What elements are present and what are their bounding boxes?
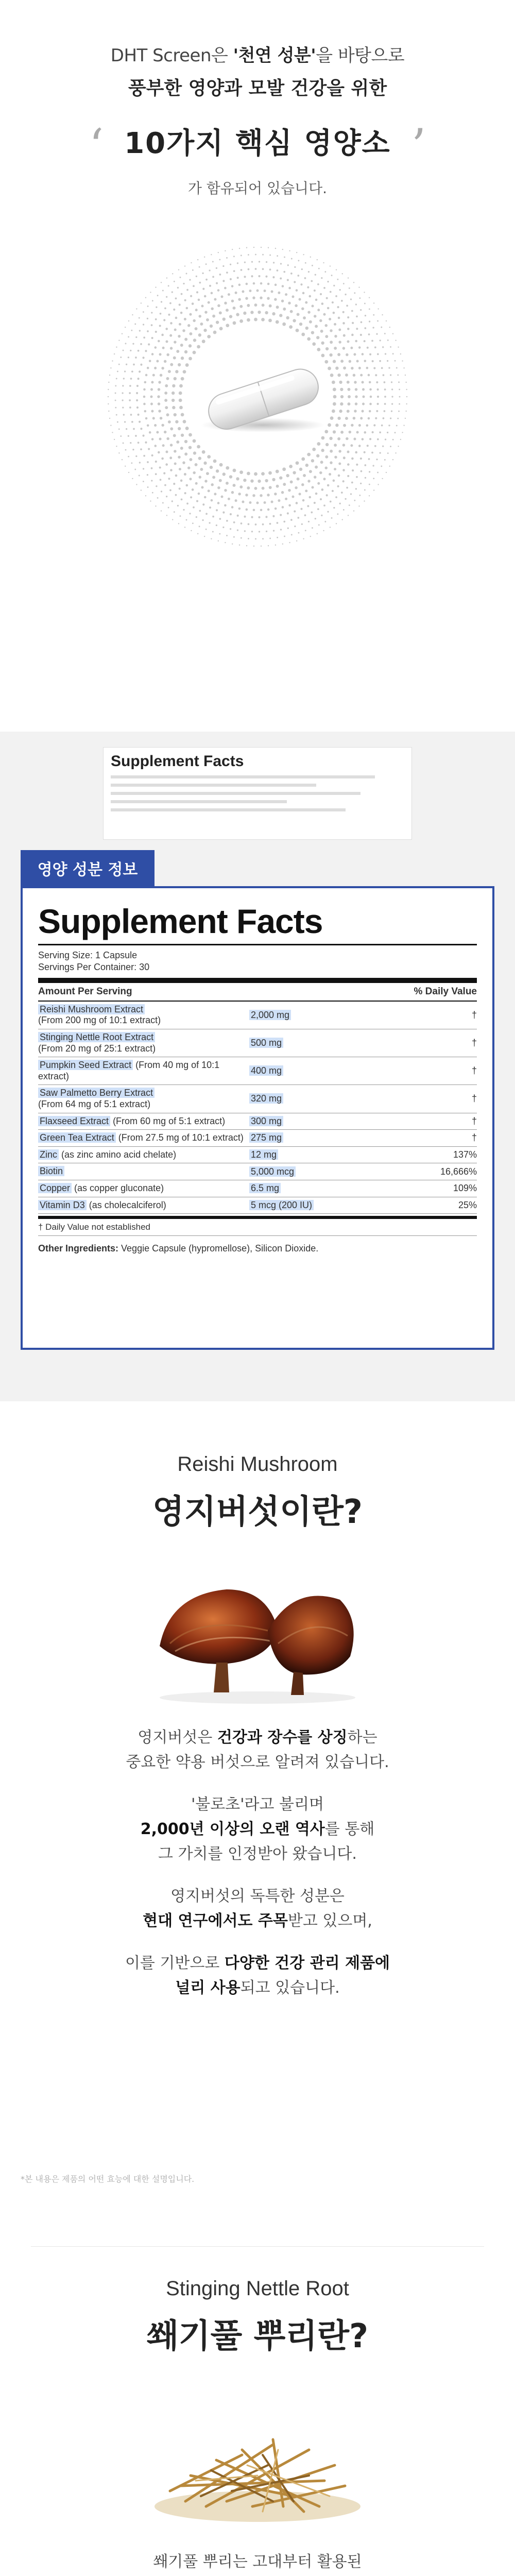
highlight-text: 널리 사용 [175,1979,241,1997]
ingredient-korean-title: 쐐기풀 뿌리란? [146,2317,369,2355]
intro-line-1-bold: '천연 성분' [233,45,316,66]
facts-row-name [38,1060,249,1082]
amount-value: 400 mg [249,1065,283,1076]
footnote: *본 내용은 제품의 어떤 효능에 대한 설명입니다. [21,2174,195,2184]
close-quote: ’ [411,119,426,173]
reishi-mushroom-illustration [139,1553,376,1708]
ingredient-korean-title: 영지버섯이란? [152,1493,363,1531]
amount-value: 2,000 mg [249,1010,291,1020]
ingredient-source: (From 27.5 mg of 10:1 extract) [115,1132,244,1143]
facts-row-dv: † [471,1132,477,1143]
ingredient-name: Stinging Nettle Root Extract [38,1032,155,1042]
body-text: 받고 있으며, [287,1912,372,1930]
facts-row [38,1113,477,1130]
facts-row-dv: † [471,1115,477,1126]
amount-value: 500 mg [249,1038,283,1048]
body-text: 쐐기풀 뿌리는 고대부터 활용된 [153,2553,362,2571]
ingredient-english-name: Stinging Nettle Root [166,2277,349,2300]
amount-header: Amount Per Serving [38,986,132,997]
thick-rule [38,978,477,983]
ingredient-name: Reishi Mushroom Extract [38,1004,145,1014]
ingredient-english-name: Reishi Mushroom [177,1453,338,1476]
facts-rows [38,1002,477,1214]
facts-row-dv: 109% [453,1183,477,1194]
ingredient-paragraph [0,1792,515,1867]
amount-value: 5,000 mcg [249,1166,296,1177]
facts-row-dv: 16,666% [440,1166,477,1177]
facts-row-name [38,1183,249,1194]
ingredient-source: (From 64 mg of 5:1 extract) [38,1098,151,1109]
ingredient-name: Pumpkin Seed Extract [38,1060,133,1070]
capsule-icon [185,361,340,438]
facts-title: Supplement Facts [38,902,477,945]
nettle-root-illustration [139,2378,376,2532]
facts-header [38,983,477,1002]
amount-value: 6.5 mg [249,1183,281,1193]
highlight-text: 건강과 장수를 상징 [217,1728,348,1747]
intro-line-1-pre: DHT Screen은 [110,45,233,66]
body-text: 하는 [347,1728,377,1747]
facts-row [38,1057,477,1085]
facts-row-amount [249,1166,352,1177]
facts-row-amount [249,1183,352,1194]
facts-row [38,1180,477,1197]
facts-row-dv: 25% [458,1199,477,1210]
body-text: 이를 기반으로 [125,1954,225,1972]
facts-row [38,1029,477,1057]
intro-title-row [0,119,515,173]
facts-row [38,1163,477,1180]
amount-value: 5 mcg (200 IU) [249,1200,314,1210]
facts-row [38,1085,477,1113]
ingredient-name: Green Tea Extract [38,1132,116,1143]
highlight-text: 현대 연구에서도 주목 [143,1912,288,1930]
facts-row-amount [249,1149,352,1160]
servings-per-container: Servings Per Container: 30 [38,962,150,973]
ingredient-source: (From 20 mg of 25:1 extract) [38,1043,156,1054]
intro-title: 10가지 핵심 영양소 [124,127,391,160]
ingredient-paragraph [0,1725,515,1775]
facts-row-amount [249,1010,352,1021]
background-label-title: Supplement Facts [111,753,244,770]
serving-info [38,950,477,974]
body-text: 그 가치를 인정받아 왔습니다. [158,1845,357,1863]
facts-row-amount [249,1038,352,1048]
facts-row-name [38,1004,249,1026]
intro-section [0,0,515,732]
body-text: 영지버섯은 [138,1728,217,1747]
supplement-facts-section [0,732,515,1401]
facts-row-dv: † [471,1038,477,1048]
facts-row-name [38,1149,249,1161]
facts-row-name [38,1132,249,1144]
facts-row [38,1002,477,1029]
ingredient-source: (From 40 mg of 10:1 extract) [38,1060,220,1081]
ingredient-section [0,1453,515,2215]
intro-line-1-post: 을 바탕으로 [316,45,405,66]
ingredient-paragraph [0,1951,515,2001]
ingredient-name: Flaxseed Extract [38,1116,110,1126]
ingredient-section [0,2277,515,2576]
intro-line-3: 가 함유되어 있습니다. [187,180,328,197]
facts-row-amount [249,1132,352,1143]
ingredient-source: (From 60 mg of 5:1 extract) [110,1115,226,1126]
other-ingredients [38,1242,477,1255]
intro-line-1 [0,41,515,66]
body-text: 중요한 약용 버섯으로 알려져 있습니다. [126,1753,389,1771]
ingredient-source: (as zinc amino acid chelate) [59,1149,177,1160]
facts-row-amount [249,1093,352,1104]
facts-row-dv: 137% [453,1149,477,1160]
highlight-text: 2,000년 이상의 오랜 역사 [140,1820,325,1838]
facts-row [38,1130,477,1147]
facts-row-dv: † [471,1093,477,1104]
background-label-image [103,747,412,840]
ingredient-source: (as copper gluconate) [72,1182,164,1193]
facts-row-amount [249,1065,352,1076]
dv-header: % Daily Value [414,986,477,997]
facts-row [38,1197,477,1214]
open-quote: ‘ [89,119,104,173]
section-divider [31,2246,484,2247]
intro-line-2: 풍부한 영양과 모발 건강을 위한 [128,78,387,99]
amount-value: 300 mg [249,1116,283,1126]
amount-value: 275 mg [249,1132,283,1143]
facts-row [38,1147,477,1164]
ingredient-paragraph [0,2550,515,2576]
other-ingredients-label: Other Ingredients: [38,1243,119,1254]
ingredient-name: Saw Palmetto Berry Extract [38,1088,154,1098]
facts-row-dv: † [471,1009,477,1020]
amount-value: 12 mg [249,1149,278,1160]
facts-row-name [38,1088,249,1110]
ingredient-name: Vitamin D3 [38,1200,87,1210]
facts-row-name [38,1032,249,1054]
ingredient-source: (From 200 mg of 10:1 extract) [38,1015,161,1026]
facts-row-name [38,1166,249,1177]
serving-size: Serving Size: 1 Capsule [38,950,138,960]
supplement-facts-box [21,886,494,1350]
body-text: 영지버섯의 독특한 성분은 [170,1887,345,1905]
body-text: 를 통해 [324,1820,375,1838]
ingredient-name: Biotin [38,1166,64,1176]
ingredient-paragraph [0,1884,515,1934]
facts-row-name [38,1116,249,1127]
highlight-text: 다양한 건강 관리 제품에 [224,1954,390,1972]
other-ingredients-text: Veggie Capsule (hypromellose), Silicon Dioxide. [121,1243,319,1254]
ingredient-name: Zinc [38,1149,59,1160]
facts-row-amount [249,1200,352,1211]
facts-badge: 영양 성분 정보 [21,850,154,886]
ingredient-name: Copper [38,1183,72,1193]
facts-row-amount [249,1116,352,1127]
body-text: 되고 있습니다. [240,1979,340,1997]
background-label-lines [111,775,404,811]
facts-row-dv: † [471,1065,477,1076]
ingredient-source: (as cholecalciferol) [86,1199,166,1210]
facts-row-name [38,1200,249,1211]
dv-note: † Daily Value not established [38,1219,477,1236]
body-text: '불로초'라고 불리며 [191,1795,324,1814]
amount-value: 320 mg [249,1093,283,1104]
